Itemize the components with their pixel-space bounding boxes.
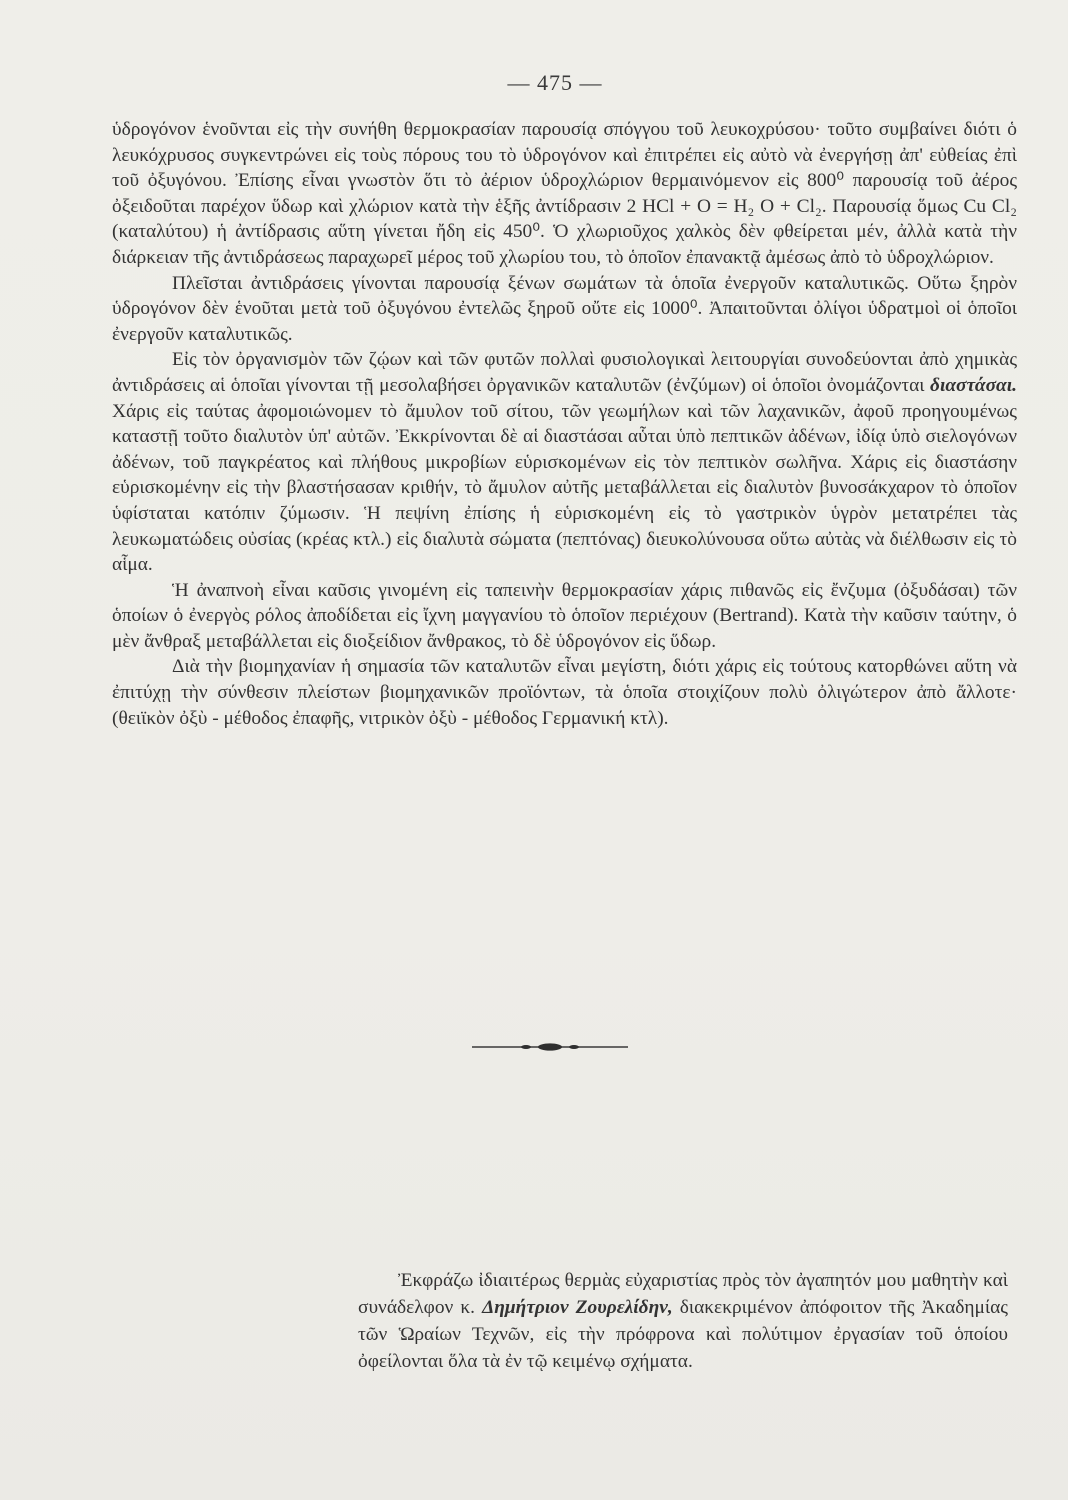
- paragraph-3: [112, 347, 1017, 577]
- footnote-paragraph: [358, 1267, 1008, 1375]
- paragraph-1: ὑδρογόνον ἑνοῦνται εἰς τὴν συνήθη θερμοκρασίαν παρουσίᾳ σπόγγου τοῦ λευκοχρύσου· τοῦτο συμβαίνει διότι ὁ λευκόχρυσος συγκεντρώνει εἰς τοὺς πόρους του τὸ ὑδρογόνον καὶ ἐπιτρέπει εἰς αὐτὸ νὰ ἐνεργήσῃ ἀπ' εὐθείας ἐπὶ τοῦ ὀξυγόνου. Ἐπίσης εἶναι γνωστὸν ὅτι τὸ ἀέριον ὑδροχλώριον θερμαινόμενον εἰς 800⁰ παρουσίᾳ τοῦ ἀέρος ὀξειδοῦται παρέχον ὕδωρ καὶ χλώριον κατὰ τὴν ἑξῆς ἀντίδρασιν 2 HCl + O = H₂ O + Cl₂. Παρουσίᾳ ὅμως Cu Cl₂ (καταλύτου) ἡ ἀντίδρασις αὕτη γίνεται ἤδη εἰς 450⁰. Ὁ χλωριοῦχος χαλκὸς δὲν φθείρεται μέν, ἀλλὰ κατὰ τὴν διάρκειαν τῆς ἀντιδράσεως παραχωρεῖ μέρος τοῦ χλωρίου του, τὸ ὁποῖον ἐπανακτᾷ ἀμέσως ἀπὸ τὸ ὑδροχλώριον.: [112, 119, 1017, 268]
- footnote-text-b: διακεκριμένον ἀπόφοιτον τῆς Ἀκαδημίας τῶν Ὡραίων Τεχνῶν, εἰς τὴν πρόφρονα καὶ πολύτιμον ἐργασίαν τοῦ ὁποίου ὀφείλονται ὅλα τὰ ἐν τῷ κειμένῳ σχήματα.: [358, 1297, 1008, 1372]
- paragraph-4: Ἡ ἀναπνοὴ εἶναι καῦσις γινομένη εἰς ταπεινὴν θερμοκρασίαν χάρις πιθανῶς εἰς ἔνζυμα (ὀξυδάσαι) τῶν ὁποίων ὁ ἐνεργὸς ρόλος ἀποδίδεται εἰς ἴχνη μαγγανίου τὸ ὁποῖον περιέχουν (Bertrand). Κατὰ τὴν καῦσιν ταύτην, ὁ μὲν ἄνθραξ μεταβάλλεται εἰς διοξείδιον ἄνθρακος, τὸ δὲ ὑδρογόνον εἰς ὕδωρ.: [112, 579, 1017, 652]
- paragraph-2: Πλεῖσται ἀντιδράσεις γίνονται παρουσίᾳ ξένων σωμάτων τὰ ὁποῖα ἐνεργοῦν καταλυτικῶς. Οὕτω ξηρὸν ὑδρογόνον δὲν ἑνοῦται μετὰ τοῦ ὀξυγόνου ἐντελῶς ξηροῦ οὔτε εἰς 1000⁰. Ἀπαιτοῦνται ὀλίγοι ὑδρατμοὶ οἱ ὁποῖοι ἐνεργοῦν καταλυτικῶς.: [112, 272, 1017, 345]
- paragraph-3-text-a: Εἰς τὸν ὀργανισμὸν τῶν ζῴων καὶ τῶν φυτῶν πολλαὶ φυσιολογικαὶ λειτουργίαι συνοδεύονται ἀπὸ χημικὰς ἀντιδράσεις αἱ ὁποῖαι γίνονται τῇ μεσολαβήσει ὀργανικῶν καταλυτῶν (ἐνζύμων) οἱ ὁποῖοι ὀνομάζονται: [112, 349, 1017, 396]
- ornament-divider: [470, 1040, 630, 1054]
- footnote-text-a: Ἐκφράζω ἰδιαιτέρως θερμὰς εὐχαριστίας πρὸς τὸν ἀγαπητόν μου μαθητὴν καὶ συνάδελφον κ.: [358, 1270, 1008, 1318]
- page-number: — 475 —: [507, 70, 603, 95]
- paragraph-3-text-b: Χάρις εἰς ταύτας ἀφομοιώνομεν τὸ ἄμυλον τοῦ σίτου, τῶν γεωμήλων καὶ τῶν λαχανικῶν, ἀφοῦ προηγουμένως καταστῇ τοῦτο διαλυτὸν ὑπ' αὐτῶν. Ἐκκρίνονται δὲ αἱ διαστάσαι αὗται ὑπὸ πεπτικῶν ἀδένων, ἰδίᾳ ὑπὸ σιελογόνων ἀδένων, τοῦ παγκρέατος καὶ πλήθους μικροβίων εὑρισκομένων εἰς τὸν πεπτικὸν σωλῆνα. Χάρις εἰς διαστάσην εὑρισκομένην εἰς τὴν βλαστήσασαν κριθήν, τὸ ἄμυλον αὐτῆς μεταβάλλεται εἰς διαλυτὸν βυνοσάκχαρον τὸ ὁποῖον ὑφίσταται κατόπιν ζύμωσιν. Ἡ πεψίνη ἐπίσης ἡ εὑρισκομένη εἰς τὸ γαστρικὸν ὑγρὸν μετατρέπει τὰς λευκωματώδεις οὐσίας (κρέας κτλ.) εἰς διαλυτὰ σώματα (πεπτόνας) διευκολύνουσα οὕτω αὐτὰς νὰ διέλθωσιν εἰς τὸ αἷμα.: [112, 400, 1017, 576]
- main-text: [112, 117, 1017, 731]
- acknowledgement-footnote: [358, 1267, 1008, 1375]
- acknowledged-name: Δημήτριον Ζουρελίδην,: [482, 1297, 673, 1318]
- paragraph-5: Διὰ τὴν βιομηχανίαν ἡ σημασία τῶν καταλυτῶν εἶναι μεγίστη, διότι χάρις εἰς τούτους κατορθώνει αὕτη νὰ ἐπιτύχῃ τὴν σύνθεσιν πλείστων βιομηχανικῶν προϊόντων, τὰ ὁποῖα στοιχίζουν πολὺ ὀλιγώτερον ἀπὸ ἄλλοτε· (θειϊκὸν ὀξὺ - μέθοδος ἐπαφῆς, νιτρικὸν ὀξὺ - μέθοδος Γερμανική κτλ).: [112, 656, 1017, 729]
- emphasized-term: διαστάσαι.: [930, 374, 1017, 396]
